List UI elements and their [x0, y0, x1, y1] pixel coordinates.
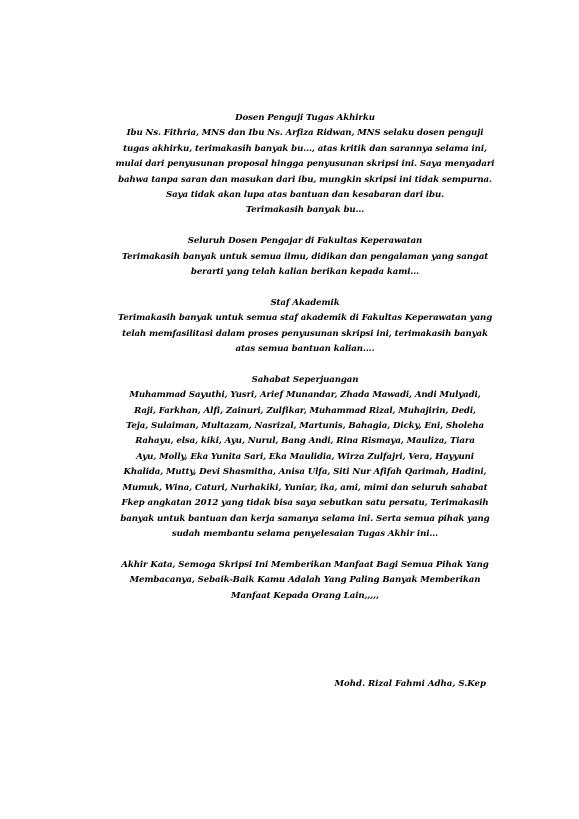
paragraph-line: mulai dari penyusunan proposal hingga penyusunan skripsi ini. Saya menyadari	[115, 159, 495, 170]
paragraph-line: Fkep angkatan 2012 yang tidak bisa saya sebutkan satu persatu, Terimakasih	[121, 498, 489, 509]
paragraph-line: Rahayu, elsa, kiki, Ayu, Nurul, Bang Andi, Rina Rismaya, Mauliza, Tiara	[135, 436, 475, 447]
paragraph-line: Mumuk, Wina, Caturi, Nurhakiki, Yuniar, ika, ami, mimi dan seluruh sahabat	[122, 482, 488, 493]
paragraph-line: Teja, Sulaiman, Multazam, Nasrizal, Martunis, Bahagia, Dicky, Eni, Sholeha	[126, 421, 484, 432]
paragraph-line: telah memfasilitasi dalam proses penyusunan skripsi ini, terimakasih banyak	[122, 328, 488, 339]
paragraph-line: Saya tidak akan lupa atas bantuan dan kesabaran dari ibu.	[165, 190, 445, 201]
paragraph-line: Ibu Ns. Fithria, MNS dan Ibu Ns. Arfiza Ridwan, MNS selaku dosen penguji	[126, 128, 484, 139]
section-heading: Seluruh Dosen Pengajar di Fakultas Keperawatan	[187, 236, 423, 247]
paragraph-line: Akhir Kata, Semoga Skripsi Ini Memberikan Manfaat Bagi Semua Pihak Yang	[121, 559, 489, 570]
section-heading: Sahabat Seperjuangan	[251, 374, 359, 385]
paragraph-line: Terimakasih banyak untuk semua ilmu, didikan dan pengalaman yang sangat	[121, 251, 489, 262]
paragraph-line: Raji, Farkhan, Alfi, Zainuri, Zulfikar, Muhammad Rizal, Muhajirin, Dedi,	[134, 405, 476, 416]
section-dosen-pengajar	[105, 234, 505, 280]
paragraph-line: Terimakasih banyak bu...	[245, 205, 365, 216]
paragraph-line: Ayu, Molly, Eka Yunita Sari, Eka Maulidia, Wirza Zulfajri, Vera, Hayyuni	[136, 451, 474, 462]
paragraph-line: tugas akhirku, terimakasih banyak bu..., atas kritik dan sarannya selama ini,	[123, 143, 487, 154]
paragraph-line: Khalida, Mutty, Devi Shasmitha, Anisa Ulfa, Siti Nur Afifah Qarimah, Hadini,	[123, 467, 487, 478]
author-signature: Mohd. Rizal Fahmi Adha, S.Kep	[334, 679, 486, 689]
section-dosen-penguji	[105, 111, 505, 219]
paragraph-line: Muhammad Sayuthi, Yusri, Arief Munandar, Zhada Mawadi, Andi Mulyadi,	[129, 390, 481, 401]
paragraph-line: bahwa tanpa saran dan masukan dari ibu, mungkin skripsi ini tidak sempurna.	[118, 174, 492, 185]
section-sahabat-seperjuangan	[105, 373, 505, 542]
paragraph-line: sudah membantu selama penyelesaian Tugas Akhir ini...	[171, 528, 439, 539]
paragraph-line: berarti yang telah kalian berikan kepada kami...	[190, 267, 420, 278]
section-staf-akademik	[105, 296, 505, 358]
paragraph-line: Terimakasih banyak untuk semua staf akademik di Fakultas Keperawatan yang	[117, 313, 493, 324]
paragraph-line: Manfaat Kepada Orang Lain,,,,,	[231, 590, 379, 601]
paragraph-line: Membacanya, Sebaik-Baik Kamu Adalah Yang Paling Banyak Memberikan	[129, 575, 481, 586]
section-heading: Dosen Penguji Tugas Akhirku	[235, 113, 375, 123]
section-heading: Staf Akademik	[270, 297, 340, 308]
section-akhir-kata	[105, 558, 505, 604]
paragraph-line: atas semua bantuan kalian....	[235, 344, 375, 355]
paragraph-line: banyak untuk bantuan dan kerja samanya selama ini. Serta semua pihak yang	[120, 513, 490, 524]
document-body	[105, 111, 505, 604]
